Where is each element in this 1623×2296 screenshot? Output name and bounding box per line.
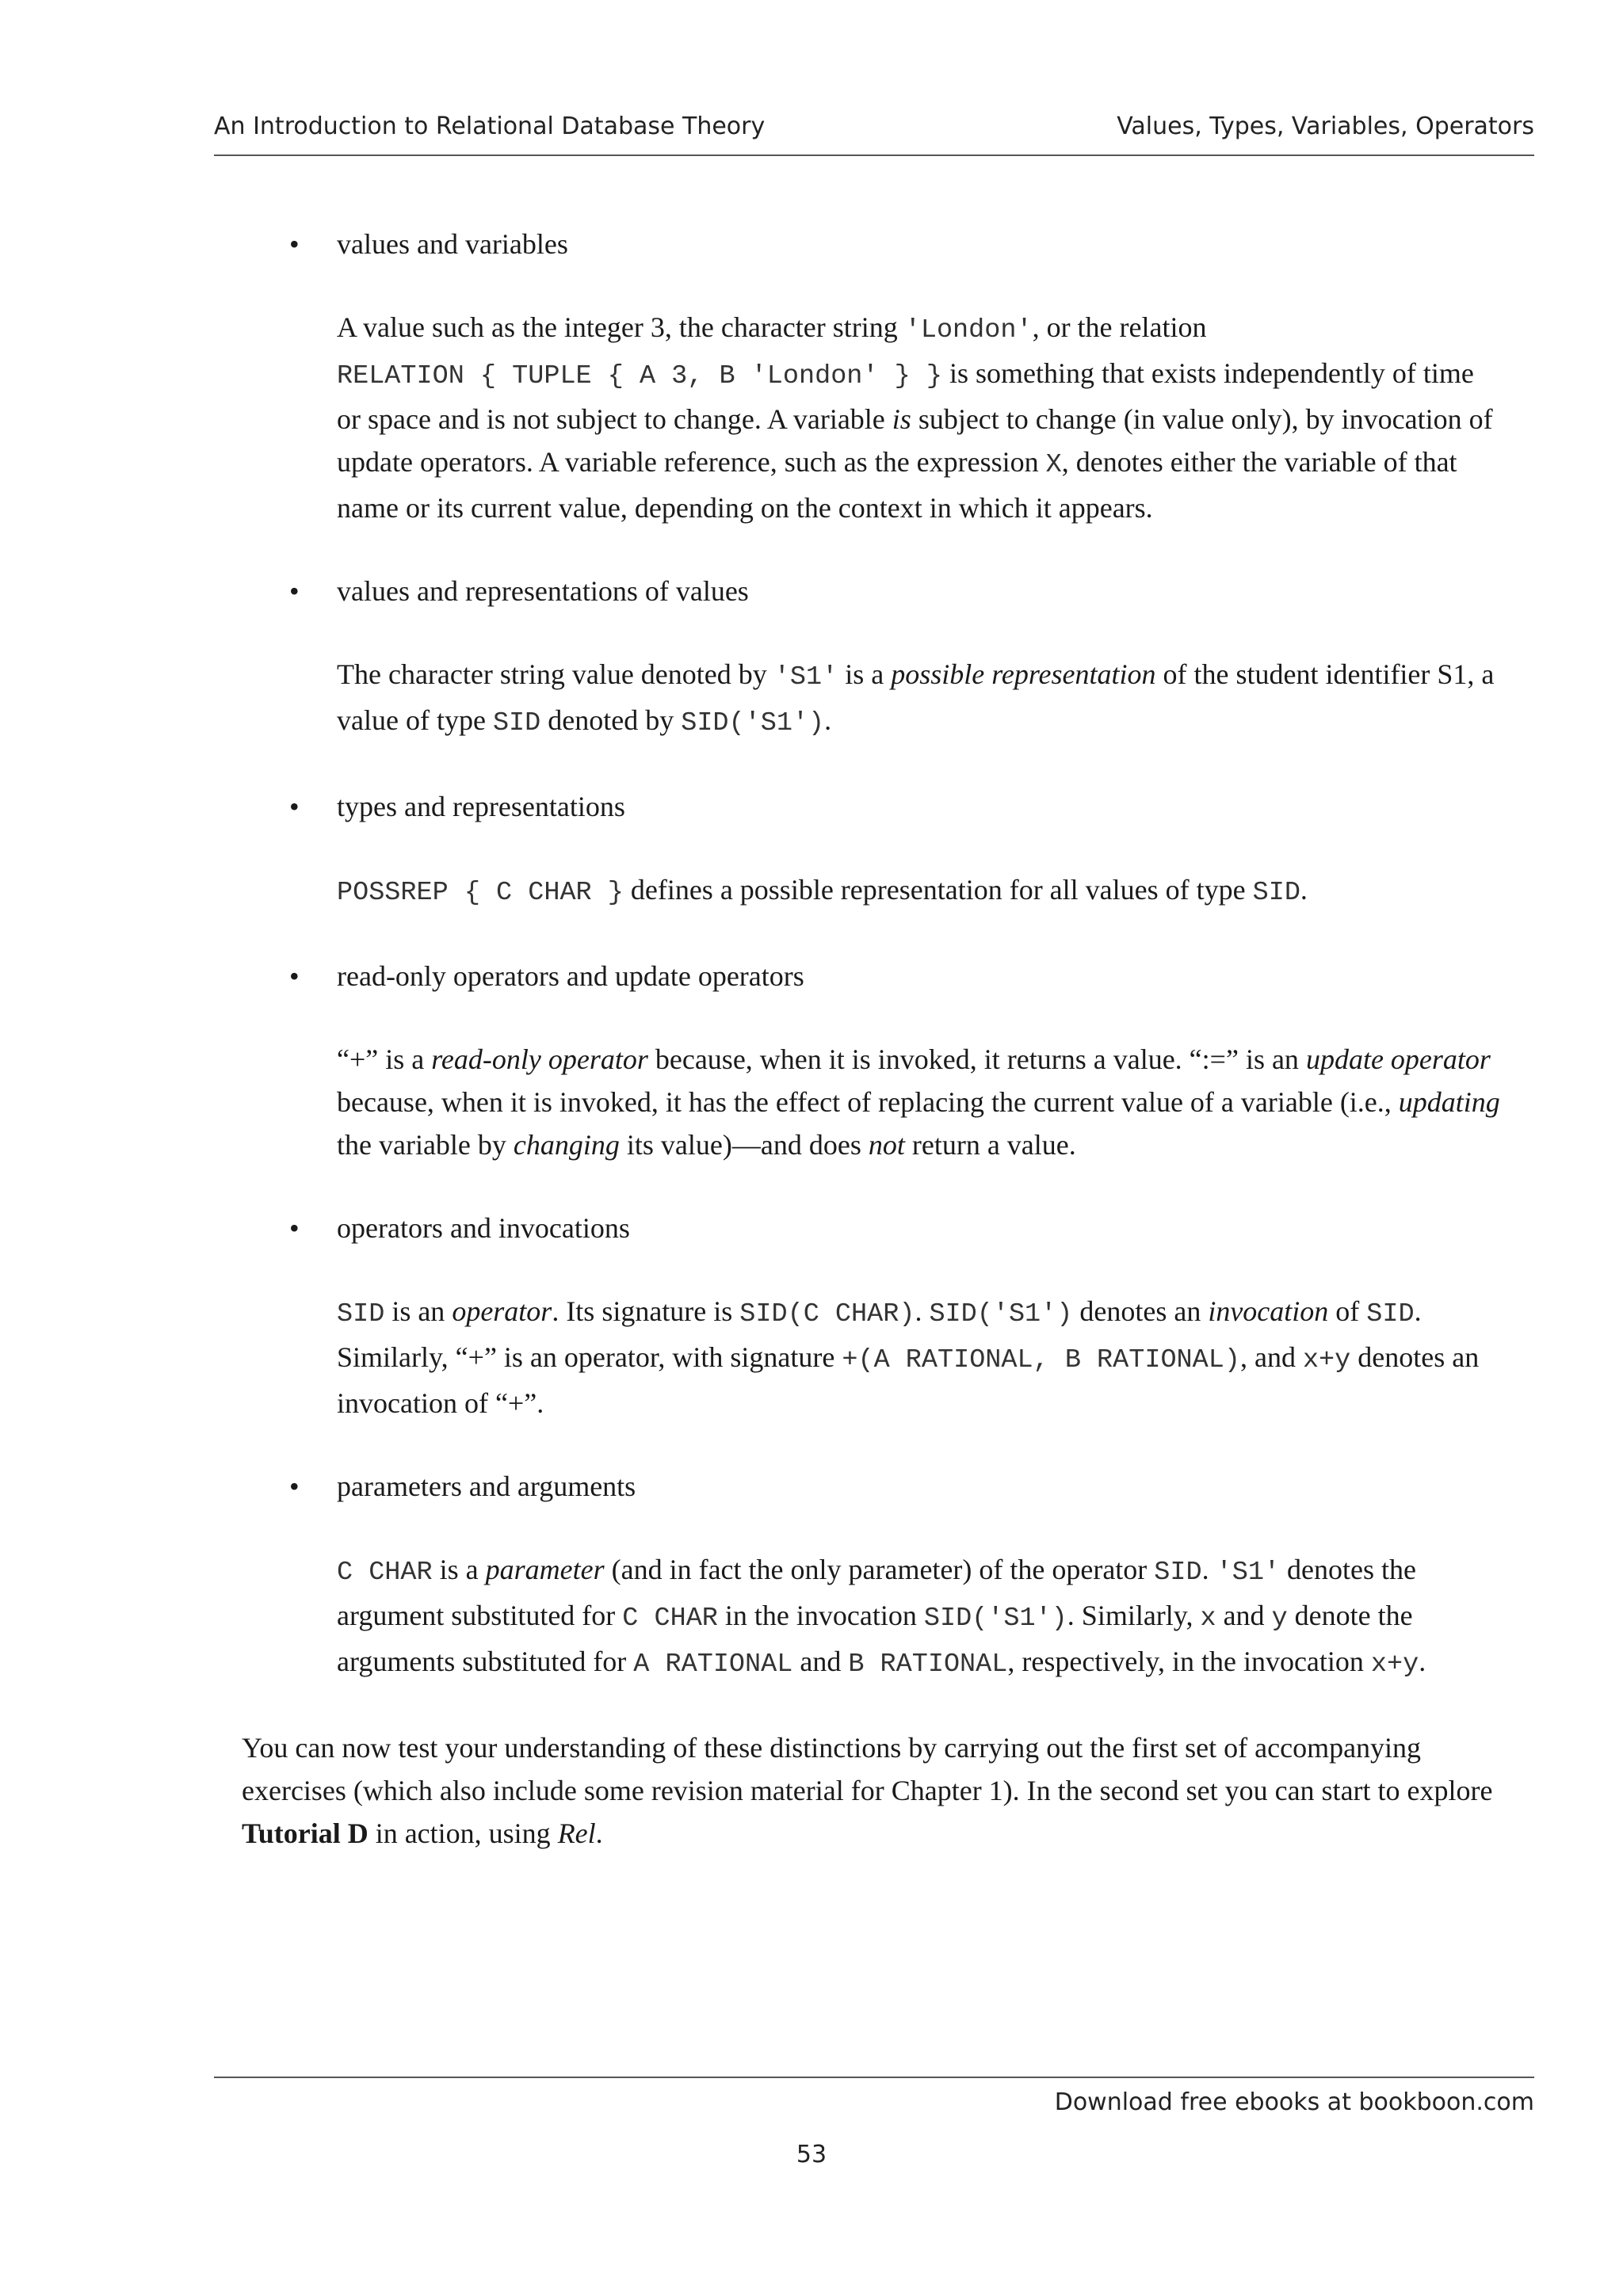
item-heading: types and representations: [337, 791, 625, 822]
bullet-icon: •: [289, 575, 300, 607]
list-item: [242, 1207, 1502, 1425]
running-header-section: Values, Types, Variables, Operators: [1117, 113, 1534, 140]
item-heading: values and representations of values: [337, 575, 749, 607]
item-body: SID is an operator. Its signature is SID(C CHAR). SID('S1') denotes an invocation of SID. Similarly, “+” is an operator, with signature +(A RATIONAL, B RATIONAL), and x+y denotes an invocation of “+”.: [337, 1295, 1480, 1419]
item-heading: operators and invocations: [337, 1212, 630, 1244]
list-item: [242, 955, 1502, 1166]
list-item: [242, 570, 1502, 745]
bullet-icon: •: [289, 228, 300, 260]
page-body: [242, 223, 1502, 1855]
bullet-icon: •: [289, 960, 300, 992]
bullet-icon: •: [289, 1470, 300, 1502]
item-heading: values and variables: [337, 228, 568, 260]
list-item: [242, 1465, 1502, 1686]
list-item: [242, 785, 1502, 914]
item-body: POSSREP { C CHAR } defines a possible representation for all values of type SID.: [337, 874, 1308, 908]
item-body: C CHAR is a parameter (and in fact the only parameter) of the operator SID. 'S1' denotes the argument substituted for C CHAR in the invocation SID('S1'). Similarly, x and y denote the arguments substituted for A RATIONAL and B RATIONAL, respectively, in the invocation x+y.: [337, 1554, 1426, 1680]
bullet-icon: •: [289, 791, 300, 822]
bullet-icon: •: [289, 1212, 300, 1244]
footer-download-link[interactable]: Download free ebooks at bookboon.com: [1054, 2088, 1534, 2116]
closing-paragraph: You can now test your understanding of these distinctions by carrying out the first set of accompanying exercises (which also include some revision material for Chapter 1). In the second set you can start to explore Tutorial D in action, using Rel.: [242, 1732, 1493, 1849]
distinctions-list: [242, 223, 1502, 1686]
item-body: “+” is a read-only operator because, when it is invoked, it returns a value. “:=” is an update operator because, when it is invoked, it has the effect of replacing the current value of a variable (i.e., updating the variable by changing its value)—and does not return a value.: [337, 1043, 1500, 1161]
page-number: 53: [796, 2141, 827, 2168]
item-body: A value such as the integer 3, the character string 'London', or the relation RELATION { TUPLE { A 3, B 'London' } } is something that exists independently of time or space and is not subject to change. A variable is subject to change (in value only), by invocation of update operators. A variable reference, such as the expression X, denotes either the variable of that name or its current value, depending on the context in which it appears.: [337, 311, 1493, 524]
running-header-title: An Introduction to Relational Database Theory: [214, 113, 766, 140]
list-item: [242, 223, 1502, 529]
item-heading: parameters and arguments: [337, 1470, 636, 1502]
footer-divider: [214, 2077, 1534, 2078]
header-divider: [214, 154, 1534, 156]
item-heading: read-only operators and update operators: [337, 960, 804, 992]
item-body: The character string value denoted by 'S1' is a possible representation of the student identifier S1, a value of type SID denoted by SID('S1').: [337, 658, 1495, 738]
